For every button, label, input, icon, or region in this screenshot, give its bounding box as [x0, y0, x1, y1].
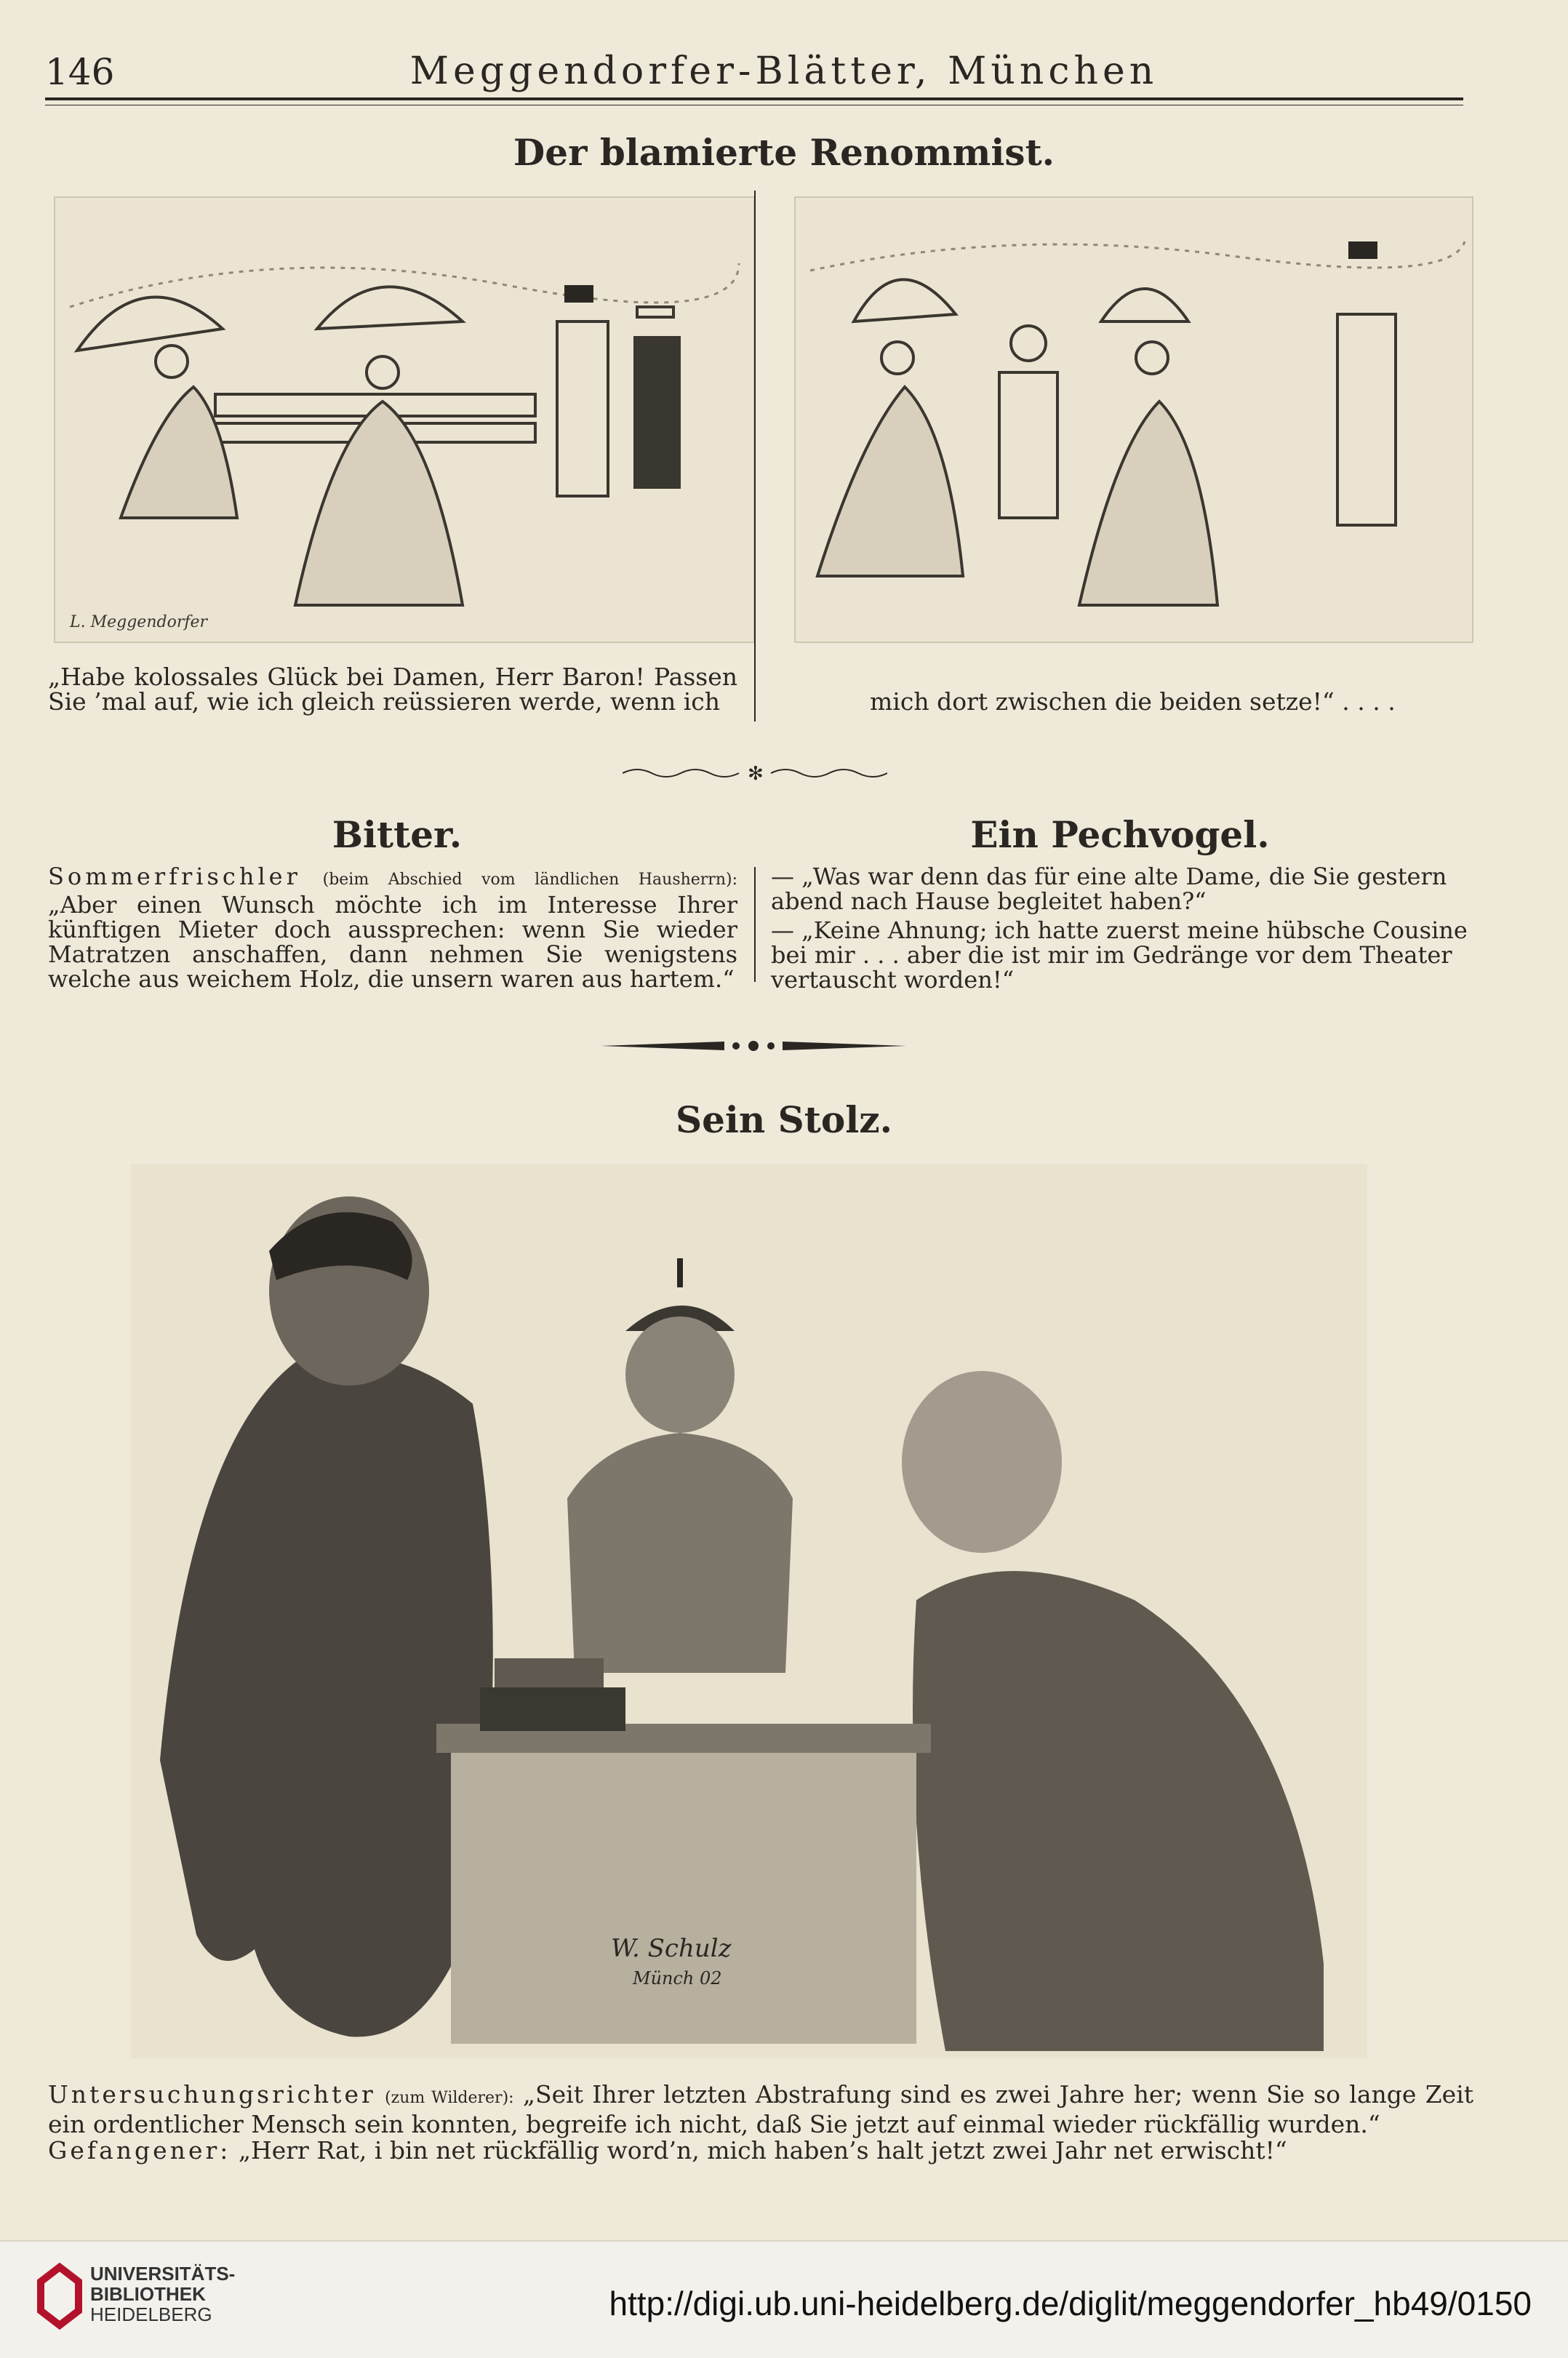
story2-title: Sein Stolz. [675, 1098, 893, 1141]
pechvogel-title: Ein Pechvogel. [970, 813, 1270, 856]
bitter-title: Bitter. [332, 813, 463, 856]
running-head: Meggendorfer-Blätter, München [409, 49, 1159, 93]
pechvogel-line1: — „Was war denn das für eine alte Dame, die Sie gestern abend nach Hause begleitet haben?“ [771, 863, 1447, 915]
bitter-text: „Aber einen Wunsch möchte ich im Interesse Ihrer künftigen Mieter doch aussprechen: wenn Sie wieder Matratzen anschaffen, dann nehmen Sie wenigstens welche aus weichem Holz, die unsern waren aus hartem.“ [48, 891, 737, 993]
library-line1: UNIVERSITÄTS- [90, 2263, 236, 2285]
story1-caption-left: „Habe kolossales Glück bei Damen, Herr Baron! Passen Sie ’mal auf, wie ich gleich reüssieren werde, wenn ich [48, 663, 737, 716]
story1-left-illustration [54, 196, 755, 643]
story2-artist-signature: W. Schulz [611, 1934, 732, 1963]
story2-speaker2: Gefangener: [48, 2136, 231, 2165]
library-name [90, 2263, 235, 2325]
bitter-text-block [48, 864, 737, 991]
column-divider [754, 867, 756, 982]
story2-illustration [131, 1164, 1367, 2058]
story2-caption [48, 2082, 1473, 2164]
source-url-link[interactable]: http://digi.ub.uni-heidelberg.de/diglit/meggendorfer_hb49/0150 [609, 2285, 1532, 2322]
library-line2: BIBLIOTHEK [90, 2283, 206, 2305]
library-logo-icon [36, 2260, 83, 2333]
story2-speaker1: Untersuchungsrichter [48, 2080, 376, 2109]
story1-caption-right: mich dort zwischen die beiden setze!“ . . . . [870, 687, 1396, 716]
svg-text:✻: ✻ [748, 763, 764, 784]
story2-speaker2-text: „Herr Rat, i bin net rückfällig word’n, mich haben’s halt jetzt zwei Jahr net erwischt!“ [238, 2136, 1287, 2165]
story1-title: Der blamierte Renommist. [513, 131, 1055, 174]
page-number: 146 [45, 51, 115, 93]
story1-right-illustration [794, 196, 1473, 643]
story2-speaker1-text: „Seit Ihrer letzten Abstrafung sind es zwei Jahre her; wenn Sie so lange Zeit ein ordentlicher Mensch sein konnten, begreife ich nicht, daß Sie jetzt auf einmal wieder rückfällig wurden.“ [48, 2080, 1474, 2138]
pechvogel-line2: — „Keine Ahnung; ich hatte zuerst meine hübsche Cousine bei mir . . . aber die ist mir im Gedränge vor dem Theater vertauscht worden!“ [771, 916, 1468, 994]
story1-panel-divider [754, 191, 756, 722]
section-ornament-rule [601, 1037, 906, 1055]
header-rule-thick [45, 97, 1463, 100]
story2-speaker1-note: (zum Wilderer): [385, 2089, 514, 2107]
bitter-stage-direction: (beim Abschied vom ländlichen Hausherrn): [322, 871, 737, 889]
story2-signature-place: Münch 02 [633, 1968, 722, 1989]
bitter-speaker: Sommerfrischler [48, 863, 301, 890]
library-line3: HEIDELBERG [90, 2303, 212, 2325]
ornament-divider [623, 762, 887, 784]
story1-left-signature: L. Meggendorfer [70, 613, 208, 631]
